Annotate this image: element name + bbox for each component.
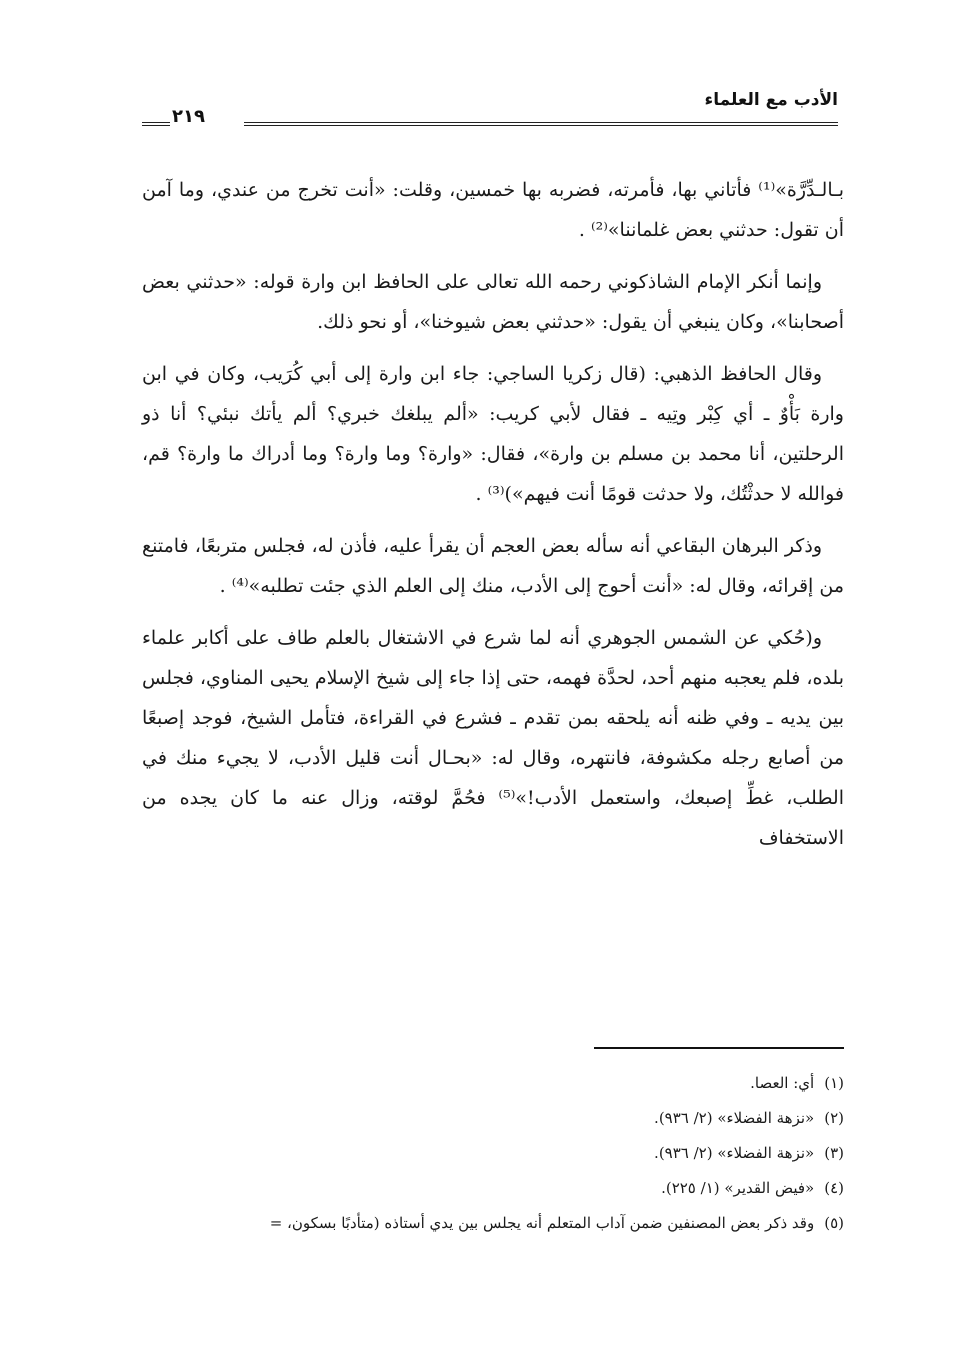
paragraph: بـالـدِّرَّة»⁽¹⁾ فأتاني بها، فأمرته، فضربه بها خمسين، وقلت: «أنت تخرج من عندي، وما آمن أن تقول: حدثني بعض غلماننا»⁽²⁾ . bbox=[142, 179, 844, 241]
footnotes bbox=[112, 1066, 844, 1241]
footnote-number: (٢) bbox=[824, 1109, 844, 1127]
paragraph: وقال الحافظ الذهبي: (قال زكريا الساجي: جاء ابن وارة إلى أبي كُرَيب، وكان في ابن وارة بَأْوٌ ـ أي كِبْر وتِيه ـ فقال لأبي كريب: «ألم يبلغك خبري؟ ألم يأتك نبئي؟ أنا ذو الرحلتين، أنا محمد بن مسلم بن وارة»، فقال: «وارة؟ وما وارة؟ وما أدراك ما وارة؟ قم، فوالله لا حدثْتُك، ولا حدثت قومًا أنت فيهم»)⁽³⁾ . bbox=[142, 363, 844, 505]
footnote bbox=[112, 1136, 844, 1171]
header-title: الأدب مع العلماء bbox=[704, 90, 838, 110]
paragraph: و(حُكي عن الشمس الجوهري أنه لما شرع في الاشتغال بالعلم طاف على أكابر علماء بلده، فلم يعجبه منهم أحد، لحدَّة فهمه، حتى إذا جاء إلى شيخ الإسلام يحيى المناوي، فجلس بين يديه ـ وفي ظنه أنه يلحقه بمن تقدم ـ فشرع في القراءة، فتأمل الشيخ، فوجد إصبعًا من أصابع رجله مكشوفة، فانتهره، وقال له: «بحـال أنت قليل الأدب، لا يجيء منك في الطلب، غطِّ إصبعك، واستعمل الأدب!»⁽⁵⁾ فحُمَّ لوقته، وزال عنه ما كان يجده من الاستخفاف bbox=[142, 627, 845, 849]
footnote-text: «نزهة الفضلاء» (٢/ ٩٣٦). bbox=[654, 1144, 815, 1162]
footnote-separator bbox=[594, 1047, 844, 1049]
page-number: ٢١٩ bbox=[172, 106, 205, 127]
footnote-text: أي: العصا. bbox=[750, 1074, 815, 1092]
footnote-text: وقد ذكر بعض المصنفين ضمن آداب المتعلم أنه يجلس بين يدي أستاذه (متأدبًا بسكون، = bbox=[269, 1214, 815, 1232]
page-number-rule bbox=[142, 122, 170, 126]
header-rule bbox=[244, 122, 838, 126]
footnote bbox=[112, 1171, 844, 1206]
running-header bbox=[142, 86, 838, 136]
footnote bbox=[112, 1066, 844, 1101]
footnote-number: (١) bbox=[824, 1074, 844, 1092]
paragraph: وإنما أنكر الإمام الشاذكوني رحمه الله تعالى على الحافظ ابن وارة قوله: «حدثني بعض أصحابنا»، وكان ينبغي أن يقول: «حدثني بعض شيوخنا»، أو نحو ذلك. bbox=[142, 271, 844, 333]
main-text bbox=[142, 170, 844, 870]
footnote-text: «نزهة الفضلاء» (٢/ ٩٣٦). bbox=[654, 1109, 815, 1127]
footnote-number: (٥) bbox=[824, 1214, 844, 1232]
paragraph: وذكر البرهان البقاعي أنه سأله بعض العجم أن يقرأ عليه، فأذن له، فجلس متربعًا، فامتنع من إقرائه، وقال له: «أنت أحوج إلى الأدب، منك إلى العلم الذي جئت تطلبه»⁽⁴⁾ . bbox=[142, 535, 844, 597]
footnote bbox=[112, 1206, 844, 1241]
footnote-number: (٤) bbox=[824, 1179, 844, 1197]
footnote-number: (٣) bbox=[824, 1144, 844, 1162]
footnote bbox=[112, 1101, 844, 1136]
footnote-text: «فيض القدير» (١/ ٢٢٥). bbox=[661, 1179, 815, 1197]
